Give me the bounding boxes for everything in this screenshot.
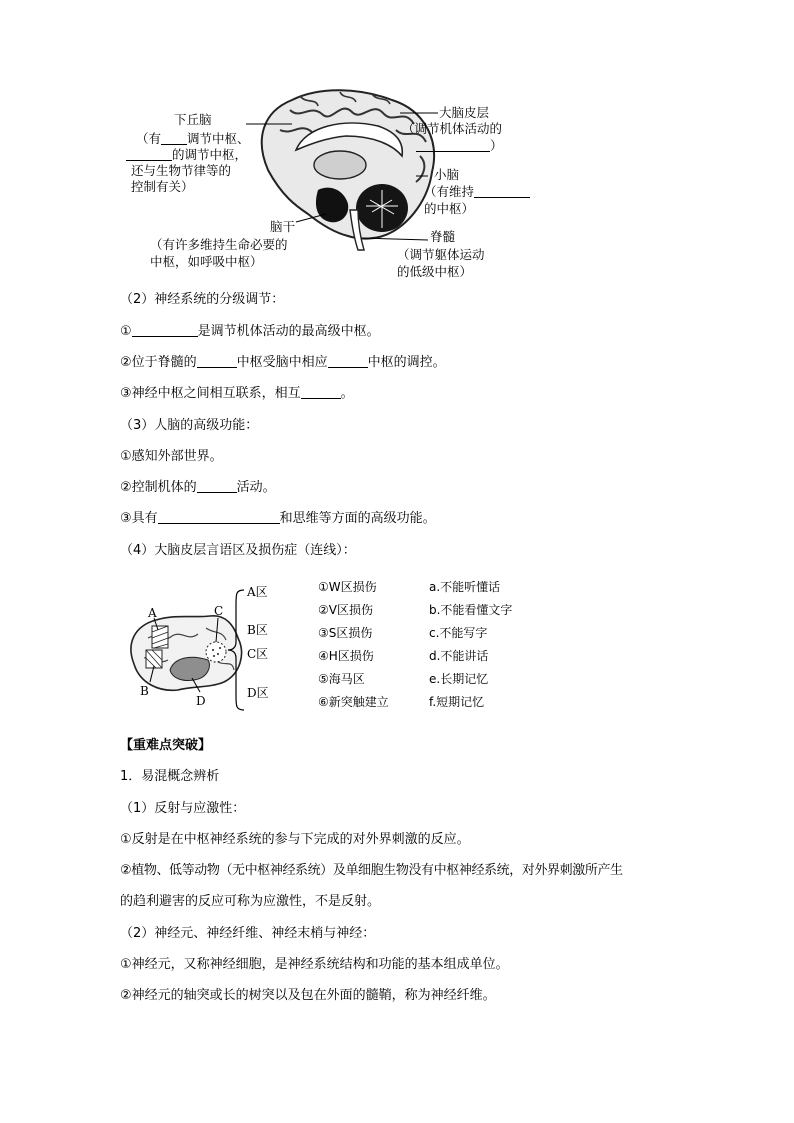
diagram-letter-b: B [140,684,149,698]
injury-item-2[interactable]: ②V区损伤 [318,603,373,617]
injury-item-4[interactable]: ④H区损伤 [318,649,374,663]
label-hypothalamus-title: 下丘脑 [174,112,212,127]
section2-item3-text-b: 。 [340,386,354,401]
section3-item2 [120,480,276,496]
symptom-item-d[interactable]: d.不能讲话 [429,649,489,663]
section2-heading: （2）神经系统的分级调节： [120,292,285,307]
section3-item1: ①感知外部世界。 [120,449,223,464]
hypothalamus-line1-text-a: （有 [136,131,162,146]
key-points-p1-heading: （1）反射与应激性： [120,801,246,816]
injury-item-1[interactable]: ①W区损伤 [318,580,377,594]
key-points-p1-item2-line2: 的趋利避害的反应可称为应激性，不是反射。 [120,894,381,909]
section2-item2 [120,355,446,371]
section2-item1-text: 是调节机体活动的最高级中枢。 [197,324,380,339]
section3-item2-text-a: ②控制机体的 [120,480,197,495]
label-cortex-line1: （调节机体活动的 [402,121,503,136]
injury-item-6[interactable]: ⑥新突触建立 [318,695,389,709]
symptom-item-b[interactable]: b.不能看懂文字 [429,603,513,617]
injury-item-3[interactable]: ③S区损伤 [318,626,373,640]
symptom-item-e[interactable]: e.长期记忆 [429,672,489,686]
key-points-p1-item1: ①反射是在中枢神经系统的参与下完成的对外界刺激的反应。 [120,832,470,847]
blank-section2-2a[interactable] [197,355,237,368]
section2-item1-num: ① [120,324,132,339]
section2-item1 [120,324,380,340]
zone-c-label: C区 [247,647,269,661]
symptom-item-a[interactable]: a.不能听懂话 [429,580,501,594]
section3-item3 [120,511,436,527]
blank-hypothalamus-2[interactable] [126,148,172,161]
blank-section2-3[interactable] [301,386,341,399]
blank-section3-3[interactable] [158,511,280,524]
label-brainstem-title: 脑干 [270,219,296,234]
blank-hypothalamus-1[interactable] [161,132,187,145]
key-points-p2-item1: ①神经元，又称神经细胞，是神经系统结构和功能的基本组成单位。 [120,957,509,972]
key-points-p2-heading: （2）神经元、神经纤维、神经末梢与神经： [120,926,376,941]
label-cortex-title: 大脑皮层 [439,105,490,120]
section3-item3-text-a: ③具有 [120,511,158,526]
zone-a-label: A区 [247,585,268,599]
brain-figure [0,0,794,285]
symptom-item-f[interactable]: f.短期记忆 [429,695,485,709]
key-points-sub1: 1．易混概念辨析 [120,769,220,784]
injury-item-5[interactable]: ⑤海马区 [318,672,365,686]
language-area-figure [118,574,528,724]
label-cortex-line2 [416,138,503,153]
section3-item3-text-b: 和思维等方面的高级功能。 [279,511,436,526]
blank-cerebellum[interactable] [474,185,530,198]
blank-cortex[interactable] [416,139,490,152]
label-hypothalamus-line2 [126,147,247,162]
label-hypothalamus-line1 [136,131,250,146]
section3-heading: （3）人脑的高级功能： [120,418,259,433]
section2-item2-text-c: 中枢的调控。 [367,355,446,370]
cortex-line2-text: ） [490,138,503,153]
label-spinal-cord-line2: 的低级中枢） [397,264,473,279]
symptom-item-c[interactable]: c.不能写字 [429,626,488,640]
hypothalamus-line2-text: 的调节中枢， [172,147,248,162]
blank-section2-1[interactable] [132,324,198,337]
label-brainstem-line2: 中枢，如呼吸中枢） [150,254,263,269]
label-brainstem-line1: （有许多维持生命必要的 [150,237,288,252]
section4-heading: （4）大脑皮层言语区及损伤症（连线）： [120,543,356,558]
label-cerebellum-line2: 的中枢） [424,201,475,216]
blank-section3-2[interactable] [197,480,237,493]
key-points-p1-item2-line1: ②植物、低等动物（无中枢神经系统）及单细胞生物没有中枢神经系统，对外界刺激所产生 [120,863,623,878]
section2-item2-text-b: 中枢受脑中相应 [236,355,328,370]
diagram-letter-d: D [196,694,206,708]
key-points-heading: 【重难点突破】 [120,738,212,753]
hypothalamus-line1-text-b: 调节中枢、 [187,131,250,146]
zone-d-label: D区 [247,686,269,700]
cerebellum-line1-text: （有维持 [424,184,475,199]
label-spinal-cord-line1: （调节躯体运动 [397,247,485,262]
label-hypothalamus-line3: 还与生物节律等的 [131,163,232,178]
section3-item2-text-b: 活动。 [236,480,276,495]
section2-item3 [120,386,354,402]
label-cerebellum-title: 小脑 [434,167,460,182]
label-cerebellum-line1 [424,184,530,199]
label-spinal-cord-title: 脊髓 [430,229,456,244]
diagram-letter-c: C [214,604,224,618]
key-points-p2-item2: ②神经元的轴突或长的树突以及包在外面的髓鞘，称为神经纤维。 [120,988,496,1003]
blank-section2-2b[interactable] [328,355,368,368]
section2-item3-text-a: ③神经中枢之间相互联系，相互 [120,386,301,401]
zone-b-label: B区 [247,623,268,637]
diagram-letter-a: A [148,606,157,620]
label-hypothalamus-line4: 控制有关） [131,179,194,194]
brain-sagittal-illustration [0,0,794,285]
section2-item2-text-a: ②位于脊髓的 [120,355,197,370]
